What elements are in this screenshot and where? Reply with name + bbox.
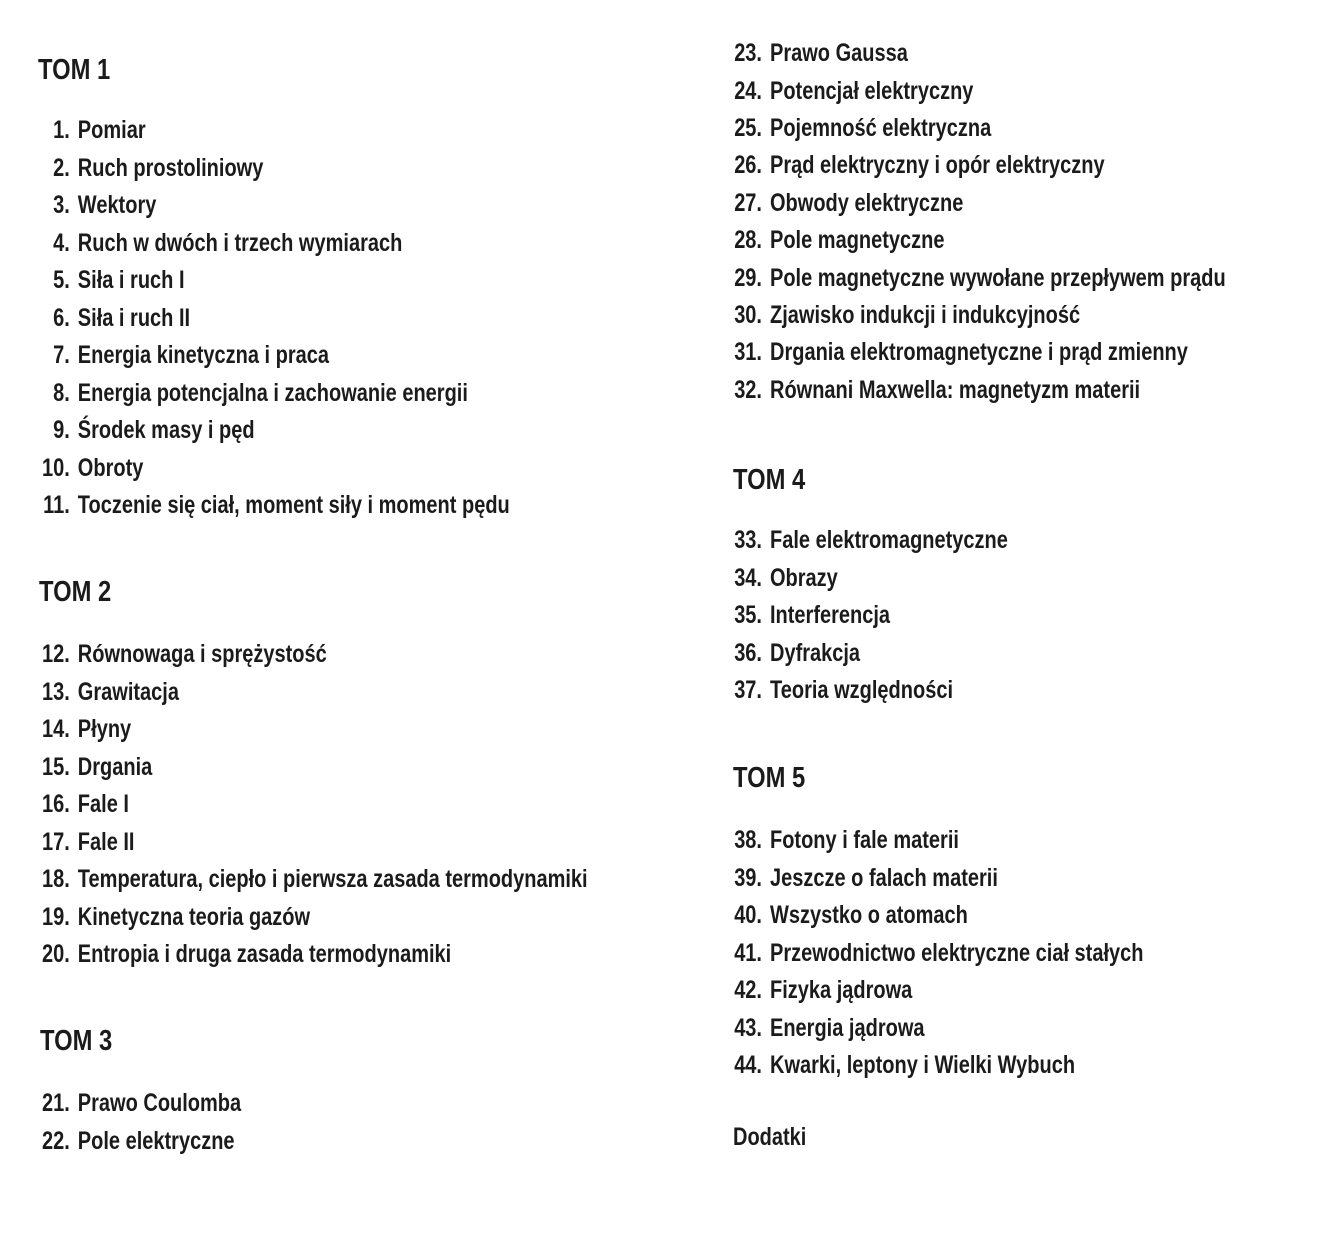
chapter-number: 13. bbox=[41, 677, 70, 706]
chapter-number: 1. bbox=[53, 116, 70, 145]
chapter-title: Drgania bbox=[77, 752, 153, 781]
chapter-item bbox=[33, 711, 131, 749]
chapter-number: 17. bbox=[41, 827, 70, 856]
chapter-title: Potencjał elektryczny bbox=[770, 76, 974, 105]
chapter-item bbox=[722, 222, 945, 260]
chapter-number: 43. bbox=[734, 1013, 762, 1042]
chapter-number: 27. bbox=[734, 188, 762, 217]
chapter-item bbox=[33, 300, 190, 338]
chapter-title: Fale II bbox=[77, 827, 135, 856]
chapter-item bbox=[722, 260, 1226, 298]
chapter-title: Fale elektromagnetyczne bbox=[770, 526, 1008, 555]
chapter-item bbox=[722, 860, 998, 898]
chapter-item bbox=[33, 187, 156, 225]
chapter-number: 31. bbox=[734, 338, 762, 367]
chapter-item bbox=[33, 1123, 235, 1161]
chapter-number: 22. bbox=[41, 1126, 70, 1155]
chapter-number: 8. bbox=[53, 378, 70, 407]
chapter-title: Kwarki, leptony i Wielki Wybuch bbox=[770, 1051, 1076, 1080]
chapter-title: Fizyka jądrowa bbox=[770, 976, 913, 1005]
chapter-number: 26. bbox=[734, 151, 762, 180]
chapter-item bbox=[33, 824, 135, 862]
chapter-item bbox=[722, 334, 1188, 372]
chapter-number: 14. bbox=[41, 715, 70, 744]
chapter-number: 18. bbox=[41, 865, 70, 894]
chapter-number: 32. bbox=[734, 375, 762, 404]
chapter-title: Wektory bbox=[77, 191, 157, 220]
chapter-number: 38. bbox=[734, 826, 762, 855]
chapter-item bbox=[33, 674, 179, 712]
chapter-number: 29. bbox=[734, 263, 762, 292]
chapter-item bbox=[33, 899, 310, 937]
chapter-title: Równani Maxwella: magnetyzm materii bbox=[770, 375, 1141, 404]
chapter-number: 40. bbox=[734, 901, 762, 930]
chapter-item bbox=[33, 337, 329, 375]
chapter-item bbox=[33, 262, 185, 300]
chapter-item bbox=[33, 375, 468, 413]
chapter-item bbox=[722, 110, 991, 148]
volume-heading: TOM 5 bbox=[733, 762, 806, 794]
chapter-number: 28. bbox=[734, 226, 762, 255]
chapter-number: 9. bbox=[53, 416, 70, 445]
chapter-item bbox=[722, 297, 1080, 335]
chapter-title: Pole elektryczne bbox=[77, 1126, 235, 1155]
chapter-item bbox=[722, 897, 968, 935]
chapter-number: 2. bbox=[53, 153, 70, 182]
chapter-item bbox=[33, 487, 510, 525]
chapter-item bbox=[722, 35, 908, 73]
chapter-item bbox=[722, 1047, 1075, 1085]
chapter-title: Dyfrakcja bbox=[770, 638, 861, 667]
chapter-title: Obwody elektryczne bbox=[770, 188, 964, 217]
chapter-title: Grawitacja bbox=[77, 677, 179, 706]
chapter-number: 20. bbox=[41, 940, 70, 969]
appendix-label: Dodatki bbox=[733, 1123, 807, 1151]
chapter-title: Fotony i fale materii bbox=[770, 826, 959, 855]
chapter-item bbox=[722, 522, 1008, 560]
chapter-item bbox=[722, 560, 838, 598]
chapter-title: Prawo Coulomba bbox=[77, 1089, 242, 1118]
chapter-title: Pomiar bbox=[77, 116, 146, 145]
chapter-item bbox=[722, 635, 860, 673]
chapter-number: 10. bbox=[41, 453, 70, 482]
chapter-title: Jeszcze o falach materii bbox=[770, 863, 998, 892]
chapter-item bbox=[33, 636, 327, 674]
chapter-item bbox=[33, 412, 255, 450]
chapter-title: Siła i ruch II bbox=[77, 303, 191, 332]
chapter-number: 16. bbox=[41, 790, 70, 819]
chapter-item bbox=[722, 372, 1140, 410]
chapter-title: Energia kinetyczna i praca bbox=[77, 341, 330, 370]
chapter-item bbox=[722, 185, 963, 223]
chapter-item bbox=[33, 225, 402, 263]
chapter-item bbox=[722, 672, 953, 710]
chapter-item bbox=[33, 861, 588, 899]
chapter-title: Teoria względności bbox=[770, 676, 953, 705]
chapter-title: Prawo Gaussa bbox=[770, 39, 908, 68]
chapter-title: Obrazy bbox=[770, 563, 838, 592]
chapter-number: 15. bbox=[41, 752, 70, 781]
chapter-item bbox=[722, 972, 912, 1010]
chapter-title: Energia jądrowa bbox=[770, 1013, 925, 1042]
volume-heading: TOM 4 bbox=[733, 464, 806, 496]
chapter-title: Siła i ruch I bbox=[77, 266, 185, 295]
chapter-item bbox=[722, 822, 959, 860]
chapter-number: 39. bbox=[734, 863, 762, 892]
chapter-number: 5. bbox=[53, 266, 70, 295]
chapter-item bbox=[33, 112, 146, 150]
chapter-number: 30. bbox=[734, 301, 762, 330]
chapter-title: Interferencja bbox=[770, 601, 891, 630]
chapter-title: Entropia i druga zasada termodynamiki bbox=[77, 940, 452, 969]
chapter-number: 19. bbox=[41, 902, 70, 931]
chapter-number: 33. bbox=[734, 526, 762, 555]
chapter-title: Pole magnetyczne bbox=[770, 226, 945, 255]
chapter-number: 42. bbox=[734, 976, 762, 1005]
chapter-title: Obroty bbox=[77, 453, 144, 482]
chapter-item bbox=[33, 1085, 241, 1123]
chapter-title: Płyny bbox=[77, 715, 132, 744]
chapter-number: 36. bbox=[734, 638, 762, 667]
volume-heading: TOM 3 bbox=[40, 1025, 113, 1057]
chapter-title: Zjawisko indukcji i indukcyjność bbox=[770, 301, 1081, 330]
chapter-number: 12. bbox=[41, 640, 70, 669]
chapter-number: 24. bbox=[734, 76, 762, 105]
chapter-number: 34. bbox=[734, 563, 762, 592]
chapter-number: 41. bbox=[734, 938, 762, 967]
chapter-number: 3. bbox=[53, 191, 70, 220]
chapter-title: Temperatura, ciepło i pierwsza zasada termodynamiki bbox=[77, 865, 588, 894]
chapter-item bbox=[33, 749, 152, 787]
chapter-title: Wszystko o atomach bbox=[770, 901, 968, 930]
chapter-number: 25. bbox=[734, 114, 762, 143]
volume-heading: TOM 2 bbox=[39, 576, 112, 608]
chapter-number: 44. bbox=[734, 1051, 762, 1080]
chapter-item bbox=[722, 597, 890, 635]
chapter-title: Fale I bbox=[77, 790, 129, 819]
chapter-title: Drgania elektromagnetyczne i prąd zmienny bbox=[770, 338, 1188, 367]
chapter-item bbox=[33, 786, 129, 824]
chapter-title: Ruch prostoliniowy bbox=[77, 153, 264, 182]
chapter-number: 11. bbox=[43, 491, 70, 520]
chapter-item bbox=[722, 935, 1143, 973]
chapter-title: Przewodnictwo elektryczne ciał stałych bbox=[770, 938, 1144, 967]
chapter-title: Równowaga i sprężystość bbox=[77, 640, 327, 669]
chapter-item bbox=[33, 150, 263, 188]
chapter-title: Pojemność elektryczna bbox=[770, 114, 992, 143]
chapter-number: 4. bbox=[53, 228, 70, 257]
chapter-item bbox=[722, 73, 973, 111]
chapter-title: Ruch w dwóch i trzech wymiarach bbox=[77, 228, 403, 257]
chapter-number: 21. bbox=[41, 1089, 70, 1118]
chapter-number: 35. bbox=[734, 601, 762, 630]
chapter-title: Środek masy i pęd bbox=[77, 416, 255, 445]
chapter-number: 23. bbox=[734, 39, 762, 68]
chapter-title: Pole magnetyczne wywołane przepływem prądu bbox=[770, 263, 1226, 292]
chapter-item bbox=[722, 1010, 925, 1048]
volume-heading: TOM 1 bbox=[38, 54, 111, 86]
chapter-number: 37. bbox=[734, 676, 762, 705]
chapter-title: Toczenie się ciał, moment siły i moment pędu bbox=[77, 491, 510, 520]
chapter-number: 7. bbox=[53, 341, 70, 370]
chapter-number: 6. bbox=[53, 303, 70, 332]
chapter-title: Prąd elektryczny i opór elektryczny bbox=[770, 151, 1105, 180]
chapter-item bbox=[722, 147, 1105, 185]
chapter-item bbox=[33, 450, 143, 488]
chapter-title: Kinetyczna teoria gazów bbox=[77, 902, 311, 931]
chapter-item bbox=[33, 936, 451, 974]
chapter-title: Energia potencjalna i zachowanie energii bbox=[77, 378, 468, 407]
